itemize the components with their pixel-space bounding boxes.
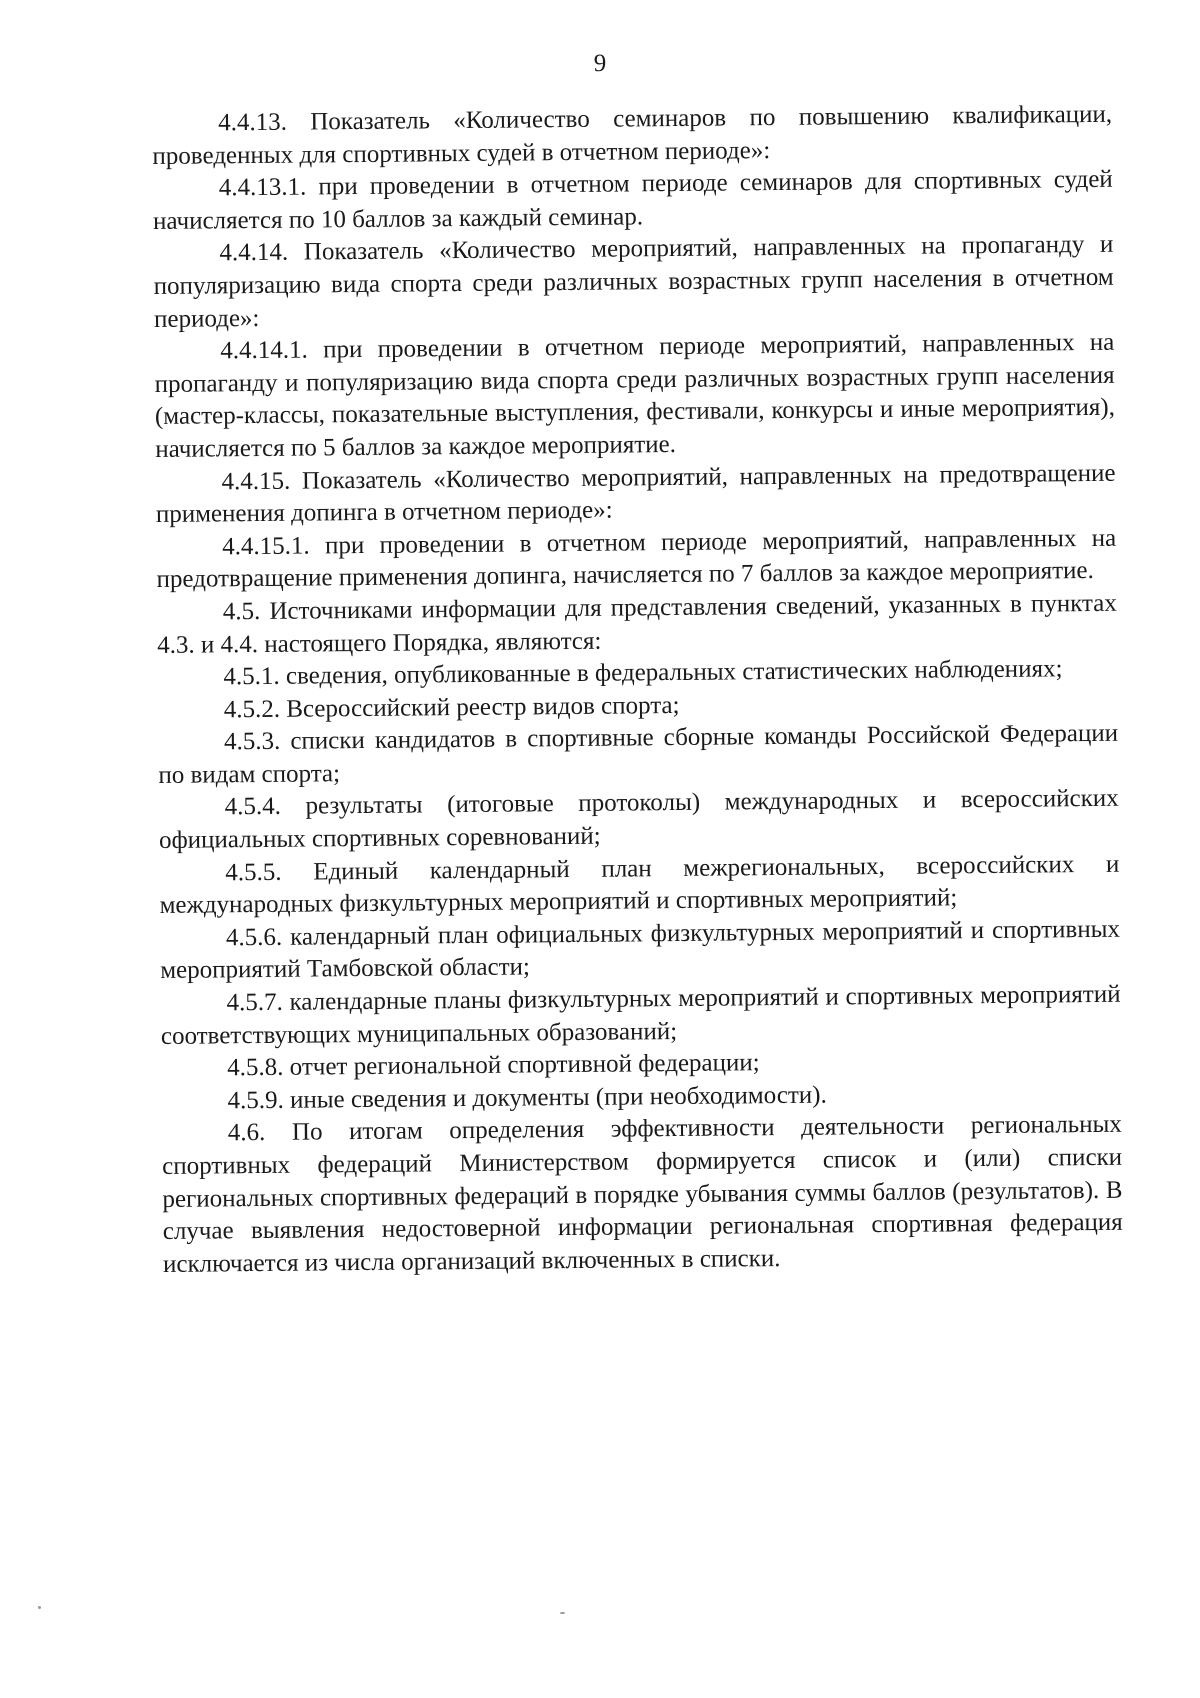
scan-speck — [560, 1612, 565, 1614]
paragraph-4-5-9: 4.5.9. иные сведения и документы (при необходимости). — [227, 1081, 827, 1115]
page-number: 9 — [593, 50, 607, 77]
paragraph-4-4-13-1: 4.4.13.1. при проведении в отчетном периоде семинаров для спортивных судей начисляется по 10 баллов за каждый семинар. — [152, 165, 1113, 235]
paragraph-4-5: 4.5. Источниками информации для представления сведений, указанных в пунктах 4.3. и 4.4. настоящего Порядка, являются: — [157, 589, 1117, 659]
paragraph-4-5-7: 4.5.7. календарные планы физкультурных мероприятий и спортивных мероприятий соответствующих муниципальных образований; — [160, 980, 1121, 1050]
paragraph-4-4-14: 4.4.14. Показатель «Количество мероприятий, направленных на пропаганду и популяризацию вида спорта среди различных возрастных групп населения в отчетном периоде»: — [153, 231, 1114, 333]
paragraph-4-4-13: 4.4.13. Показатель «Количество семинаров по повышению квалификации, проведенных для спортивных судей в отчетном периоде»: — [152, 100, 1113, 170]
paragraph-4-4-14-1: 4.4.14.1. при проведении в отчетном периоде мероприятий, направленных на пропаганду и популяризацию вида спорта среди различных возрастных групп населения (мастер-классы, показательные выступления, фестивали, конкурсы и иные мероприятия), начисляется по 5 баллов за каждое мероприятие. — [154, 328, 1116, 463]
paragraph-4-6: 4.6. По итогам определения эффективности деятельности региональных спортивных федераций Министерством формируется список и (или) списки региональных спортивных федераций в порядке убывания суммы баллов (результатов). В случае выявления недостоверной информации региональная спортивная федерация исключается из числа организаций включенных в списки. — [162, 1111, 1123, 1278]
paragraph-4-4-15-1: 4.4.15.1. при проведении в отчетном периоде мероприятий, направленных на предотвращение применения допинга, начисляется по 7 баллов за каждое мероприятие. — [156, 524, 1117, 594]
paragraph-4-5-5: 4.5.5. Единый календарный план межрегиональных, всероссийских и международных физкультурных мероприятий и спортивных мероприятий; — [159, 850, 1120, 920]
paragraph-4-5-4: 4.5.4. результаты (итоговые протоколы) международных и всероссийских официальных спортивных соревнований; — [158, 785, 1119, 855]
paragraph-4-5-6: 4.5.6. календарный план официальных физкультурных мероприятий и спортивных мероприятий Тамбовской области; — [160, 915, 1121, 985]
paragraph-4-5-8: 4.5.8. отчет региональной спортивной федерации; — [227, 1049, 760, 1082]
paragraph-4-4-15: 4.4.15. Показатель «Количество мероприятий, направленных на предотвращение применения допинга в отчетном периоде»: — [155, 459, 1116, 529]
paragraph-4-5-2: 4.5.2. Всероссийский реестр видов спорта; — [223, 691, 680, 724]
paragraph-4-5-1: 4.5.1. сведения, опубликованные в федеральных статистических наблюдениях; — [223, 655, 1063, 691]
document-body — [152, 99, 1123, 1282]
scan-speck — [38, 1606, 41, 1609]
paragraph-4-5-3: 4.5.3. списки кандидатов в спортивные сборные команды Российской Федерации по видам спорта; — [158, 720, 1119, 789]
